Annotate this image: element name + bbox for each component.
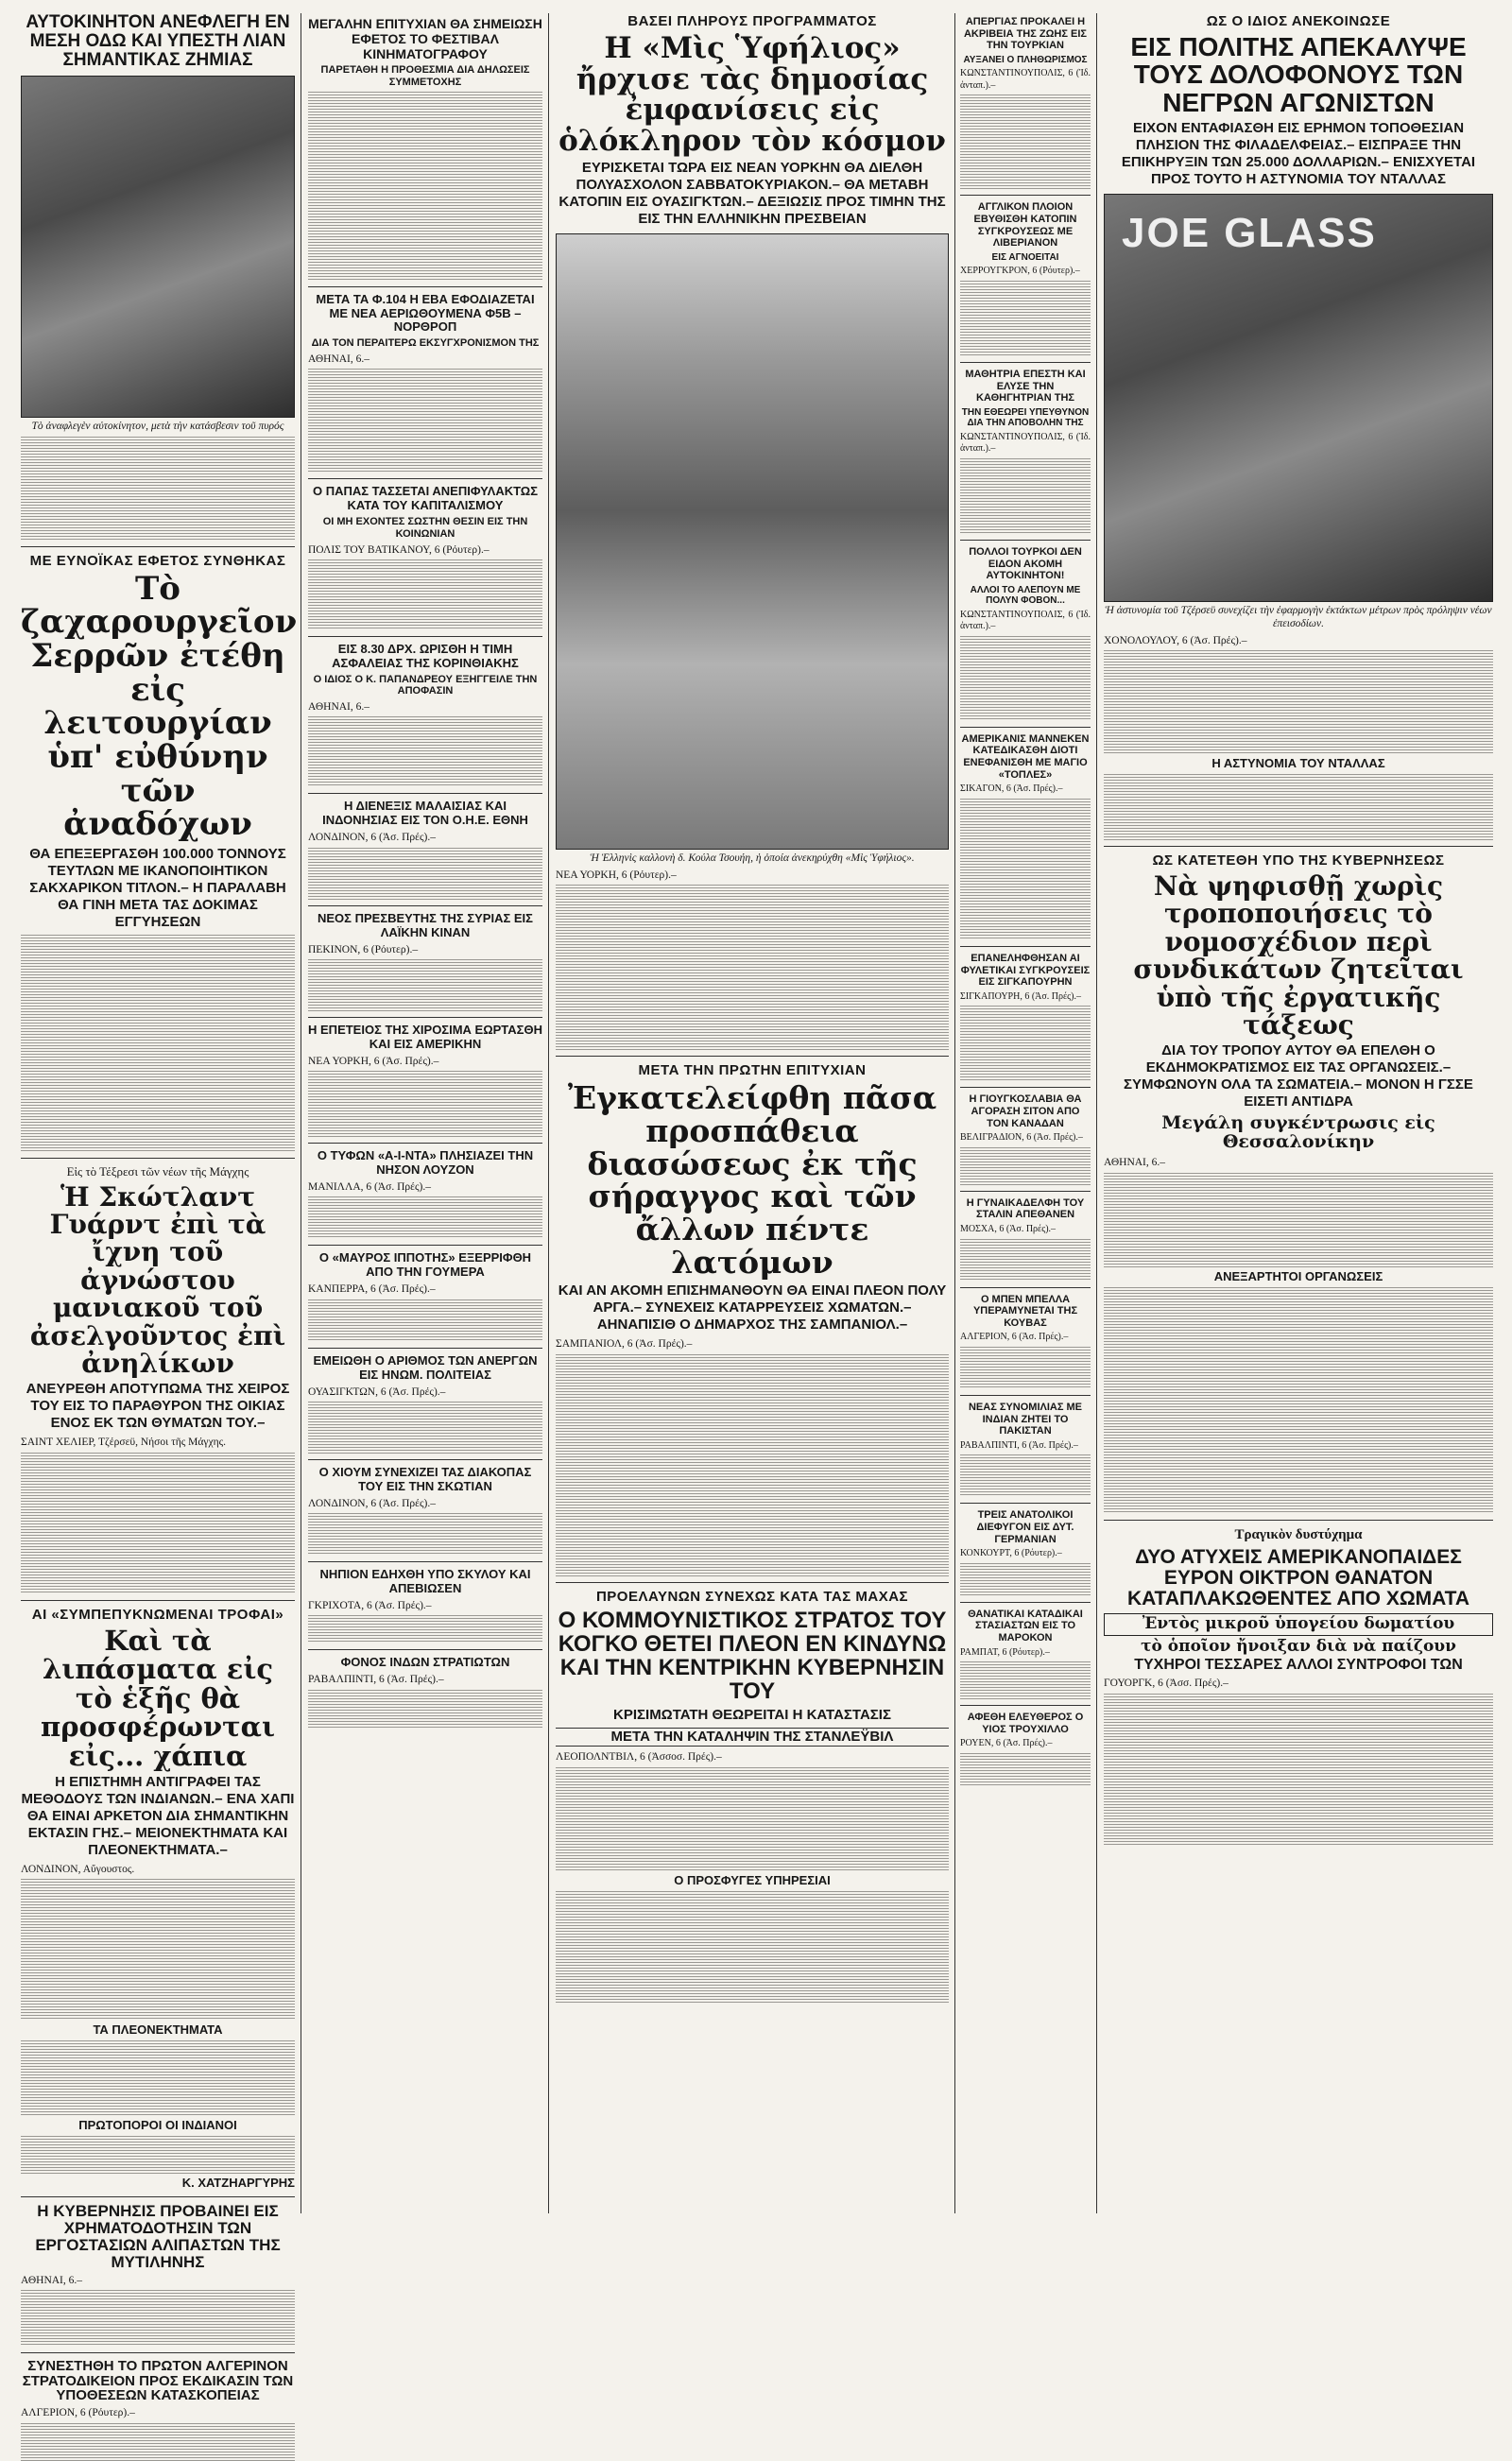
- body-text: [960, 799, 1091, 940]
- rule: [308, 1561, 542, 1562]
- headline: Η ΚΥΒΕΡΝΗΣΙΣ ΠΡΟΒΑΙΝΕΙ ΕΙΣ ΧΡΗΜΑΤΟΔΟΤΗΣΙΝ ΤΩΝ ΕΡΓΟΣΤΑΣΙΩΝ ΑΛΙΠΑΣΤΩΝ ΤΗΣ ΜΥΤΙΛΗΝΗΣ: [35, 2202, 281, 2271]
- kicker: ΩΣ Ο ΙΔΙΟΣ ΑΝΕΚΟΙΝΩΣΕ: [1206, 13, 1391, 29]
- column-4: [960, 13, 1091, 2213]
- rule: [960, 1705, 1091, 1706]
- headline: ΝΕΑΣ ΣΥΝΟΜΙΛΙΑΣ ΜΕ ΙΝΔΙΑΝ ΖΗΤΕΙ ΤΟ ΠΑΚΙΣΤΑΝ: [968, 1401, 1083, 1437]
- rule: [1104, 846, 1493, 847]
- body-text: [21, 1453, 295, 1594]
- body-text: [308, 1071, 542, 1137]
- body-text: [960, 636, 1091, 721]
- column-5: [1104, 13, 1493, 2213]
- dateline: ΒΕΛΙΓΡΑΔΙΟΝ, 6 (Ἀσ. Πρές).–: [960, 1132, 1083, 1144]
- deck: Η ΕΠΙΣΤΗΜΗ ΑΝΤΙΓΡΑΦΕΙ ΤΑΣ ΜΕΘΟΔΟΥΣ ΤΩΝ ΙΝΔΙΑΝΩΝ.– ΕΝΑ ΧΑΠΙ ΘΑ ΕΙΝΑΙ ΑΡΚΕΤΟΝ ΔΙΑ ΣΗΜΑΝΤΙΚΗΝ ΕΚΤΑΣΙΝ ΓΗΣ.– ΜΕΙΟΝΕΚΤΗΜΑΤΑ ΚΑΙ ΠΛΕΟΝΕΚΤΗΜΑΤΑ.–: [21, 1774, 295, 1858]
- body-text: [308, 1690, 542, 1728]
- photo-caption: Ἡ Ἑλληνὶς καλλονὴ δ. Κούλα Τσουήη, ἡ ὁποία ἀνεκηρύχθη «Μὶς Ὑφήλιος».: [590, 852, 915, 865]
- dateline: ΧΕΡΡΟΥΓΚΡΟΝ, 6 (Ρόυτερ).–: [960, 266, 1080, 277]
- column-rule: [1096, 13, 1097, 2213]
- subhead: ΠΡΩΤΟΠΟΡΟΙ ΟΙ ΙΝΔΙΑΝΟΙ: [78, 2118, 237, 2133]
- headline: Η ΕΠΕΤΕΙΟΣ ΤΗΣ ΧΙΡΟΣΙΜΑ ΕΩΡΤΑΣΘΗ ΚΑΙ ΕΙΣ ΑΜΕΡΙΚΗΝ: [308, 1022, 542, 1051]
- body-text: [21, 1879, 295, 2021]
- dateline: ΑΘΗΝΑΙ, 6.–: [1104, 1157, 1166, 1169]
- dateline: ΑΘΗΝΑΙ, 6.–: [308, 353, 370, 366]
- body-text: [21, 2040, 295, 2116]
- rule: [21, 546, 295, 547]
- deck: ΔΙΑ ΤΟΝ ΠΕΡΑΙΤΕΡΩ ΕΚΣΥΓΧΡΟΝΙΣΜΟΝ ΤΗΣ: [311, 337, 540, 350]
- body-text: [308, 1299, 542, 1342]
- dateline: ΚΟΝΚΟΥΡΤ, 6 (Ρόυτερ).–: [960, 1548, 1062, 1559]
- dateline: ΡΟΥΕΝ, 6 (Ἀσ. Πρές).–: [960, 1738, 1053, 1749]
- headline: ΑΜΕΡΙΚΑΝΙΣ ΜΑΝΝΕΚΕΝ ΚΑΤΕΔΙΚΑΣΘΗ ΔΙΟΤΙ ΕΝΕΦΑΝΙΣΘΗ ΜΕ ΜΑΓΙΟ «ΤΟΠΛΕΣ»: [961, 732, 1090, 781]
- subhead: ΤΑ ΠΛΕΟΝΕΚΤΗΜΑΤΑ: [93, 2022, 223, 2038]
- kicker: ΑΙ «ΣΥΜΠΕΠΥΚΝΩΜΕΝΑΙ ΤΡΟΦΑΙ»: [31, 1606, 284, 1623]
- dateline: ΣΑΜΠΑΝΙΟΛ, 6 (Ἀσ. Πρές).–: [556, 1338, 693, 1351]
- body-text: [556, 1767, 949, 1871]
- deck: ΕΥΡΙΣΚΕΤΑΙ ΤΩΡΑ ΕΙΣ ΝΕΑΝ ΥΟΡΚΗΝ ΘΑ ΔΙΕΛΘΗ ΠΟΛΥΑΣΧΟΛΟΝ ΣΑΒΒΑΤΟΚΥΡΙΑΚΟΝ.– ΘΑ ΜΕΤΑΒΗ ΚΑΤΟΠΙΝ ΕΙΣ ΟΥΑΣΙΓΚΤΩΝ.– ΔΕΞΙΩΣΙΣ ΠΡΟΣ ΤΙΜΗΝ ΤΗΣ ΕΙΣ ΤΗΝ ΕΛΛΗΝΙΚΗΝ ΠΡΕΣΒΕΙΑΝ: [558, 160, 946, 228]
- rule: [960, 1191, 1091, 1192]
- rule: [21, 1600, 295, 1601]
- headline: ΕΙΣ ΠΟΛΙΤΗΣ ΑΠΕΚΑΛΥΨΕ ΤΟΥΣ ΔΟΛΟΦΟΝΟΥΣ ΤΩΝ ΝΕΓΡΩΝ ΑΓΩΝΙΣΤΩΝ: [1130, 32, 1467, 117]
- headline: Ο ΚΟΜΜΟΥΝΙΣΤΙΚΟΣ ΣΤΡΑΤΟΣ ΤΟΥ ΚΟΓΚΟ ΘΕΤΕΙ ΠΛΕΟΝ ΕΝ ΚΙΝΔΥΝΩ ΚΑΙ ΤΗΝ ΚΕΝΤΡΙΚΗΝ ΚΥΒΕΡΝΗΣΙΝ ΤΟΥ: [558, 1607, 947, 1705]
- body-text: [308, 559, 542, 630]
- headline: ΕΙΣ 8.30 ΔΡΧ. ΩΡΙΣΘΗ Η ΤΙΜΗ ΑΣΦΑΛΕΙΑΣ ΤΗΣ ΚΟΡΙΝΘΙΑΚΗΣ: [332, 641, 519, 670]
- column-rule: [954, 13, 955, 2213]
- deck: ΠΑΡΕΤΑΘΗ Η ΠΡΟΘΕΣΜΙΑ ΔΙΑ ΔΗΛΩΣΕΙΣ ΣΥΜΜΕΤΟΧΗΣ: [320, 64, 530, 88]
- headline: ΑΥΤΟΚΙΝΗΤΟΝ ΑΝΕΦΛΕΓΗ ΕΝ ΜΕΣΗ ΟΔΩ ΚΑΙ ΥΠΕΣΤΗ ΛΙΑΝ ΣΗΜΑΝΤΙΚΑΣ ΖΗΜΙΑΣ: [26, 12, 290, 70]
- headline: ΕΜΕΙΩΘΗ Ο ΑΡΙΘΜΟΣ ΤΩΝ ΑΝΕΡΓΩΝ ΕΙΣ ΗΝΩΜ. ΠΟΛΙΤΕΙΑΣ: [313, 1352, 538, 1382]
- dateline: ΚΩΝΣΤΑΝΤΙΝΟΥΠΟΛΙΣ, 6 (Ἰδ. ἀνταπ.).–: [960, 609, 1091, 632]
- body-text: [308, 1196, 542, 1239]
- rule: [308, 1245, 542, 1246]
- column-1: [21, 12, 298, 2419]
- body-text: [960, 95, 1091, 189]
- dateline: ΑΘΗΝΑΙ, 6.–: [21, 2274, 83, 2286]
- dateline: ΚΑΝΠΕΡΡΑ, 6 (Ἀσ. Πρές).–: [308, 1283, 436, 1296]
- dateline: ΚΩΝΣΤΑΝΤΙΝΟΥΠΟΛΙΣ, 6 (Ἰδ. ἀνταπ.).–: [960, 68, 1091, 91]
- body-text: [21, 2136, 295, 2174]
- body-text: [960, 1753, 1091, 1786]
- body-text: [308, 1615, 542, 1644]
- dateline: ΛΟΝΔΙΝΟΝ, 6 (Ἀσ. Πρές).–: [308, 832, 436, 844]
- deck: ΤΗΝ ΕΘΕΩΡΕΙ ΥΠΕΥΘΥΝΟΝ ΔΙΑ ΤΗΝ ΑΠΟΒΟΛΗΝ ΤΗΣ: [961, 406, 1090, 429]
- body-text: [960, 281, 1091, 356]
- dateline: ΓΟΥΟΡΓΚ, 6 (Ἀσσ. Πρές).–: [1104, 1678, 1228, 1690]
- miss-universe-photo: [556, 233, 949, 850]
- column-3: [556, 13, 949, 2213]
- deck: ΚΡΙΣΙΜΩΤΑΤΗ ΘΕΩΡΕΙΤΑΙ Η ΚΑΤΑΣΤΑΣΙΣ: [613, 1707, 891, 1724]
- rule: [308, 1017, 542, 1018]
- rule: [960, 362, 1091, 363]
- rule: [960, 1395, 1091, 1396]
- dateline: ΓΚΡΙΧΟΤΑ, 6 (Ἀσ. Πρές).–: [308, 1600, 432, 1612]
- dateline: ΛΟΝΔΙΝΟΝ, 6 (Ἀσ. Πρές).–: [308, 1497, 436, 1509]
- body-text: [308, 1402, 542, 1454]
- kicker: ΜΕΤΑ ΤΗΝ ΠΡΩΤΗΝ ΕΠΙΤΥΧΙΑΝ: [638, 1062, 867, 1079]
- subhead: Μεγάλη συγκέντρωσις εἰς Θεσσαλονίκην: [1161, 1112, 1435, 1153]
- dateline: ΜΟΣΧΑ, 6 (Ἀσ. Πρές).–: [960, 1224, 1057, 1235]
- headline: ΤΡΕΙΣ ΑΝΑΤΟΛΙΚΟΙ ΔΙΕΦΥΓΟΝ ΕΙΣ ΔΥΤ. ΓΕΡΜΑΝΙΑΝ: [976, 1509, 1074, 1545]
- rule: [308, 905, 542, 906]
- body-text: [1104, 1694, 1493, 1845]
- kicker: ΜΕ ΕΥΝΟΪΚΑΣ ΕΦΕΤΟΣ ΣΥΝΘΗΚΑΣ: [29, 552, 286, 569]
- headline: ΝΕΟΣ ΠΡΕΣΒΕΥΤΗΣ ΤΗΣ ΣΥΡΙΑΣ ΕΙΣ ΛΑΪΚΗΝ ΚΙΝΑΝ: [318, 910, 533, 939]
- body-text: [308, 92, 542, 281]
- body-text: [21, 935, 295, 1152]
- deck: ΘΑ ΕΠΕΞΕΡΓΑΣΘΗ 100.000 ΤΟΝΝΟΥΣ ΤΕΥΤΛΩΝ ΜΕ ΙΚΑΝΟΠΟΙΗΤΙΚΟΝ ΣΑΚΧΑΡΙΚΟΝ ΤΙΤΛΟΝ.– Η ΠΑΡΑΛΑΒΗ ΘΑ ΓΙΝΗ ΜΕΤΑ ΤΑΣ ΔΟΚΙΜΑΣ ΕΓΓΥΗΣΕΩΝ: [29, 846, 286, 931]
- deck: ΑΝΕΥΡΕΘΗ ΑΠΟΤΥΠΩΜΑ ΤΗΣ ΧΕΙΡΟΣ ΤΟΥ ΕΙΣ ΤΟ ΠΑΡΑΘΥΡΟΝ ΤΗΣ ΟΙΚΙΑΣ ΕΝΟΣ ΕΚ ΤΩΝ ΘΥΜΑΤΩΝ ΤΟΥ.–: [26, 1381, 290, 1432]
- headline: ΑΓΓΛΙΚΟΝ ΠΛΟΙΟΝ ΕΒΥΘΙΣΘΗ ΚΑΤΟΠΙΝ ΣΥΓΚΡΟΥΣΕΩΣ ΜΕ ΛΙΒΕΡΙΑΝΟΝ: [973, 201, 1077, 250]
- dateline: ΑΛΓΕΡΙΟΝ, 6 (Ρόυτερ).–: [21, 2407, 135, 2419]
- dateline: ΣΙΓΚΑΠΟΥΡΗ, 6 (Ἀσ. Πρές).–: [960, 990, 1081, 1002]
- deck: Ἐντὸς μικροῦ ὑπογείου δωματίου: [1104, 1613, 1493, 1636]
- headline: Ο ΤΥΦΩΝ «Α-Ι-ΝΤΑ» ΠΛΗΣΙΑΖΕΙ ΤΗΝ ΝΗΣΟΝ ΛΟΥΖΟΝ: [317, 1148, 534, 1178]
- headline: ΕΠΑΝΕΛΗΦΘΗΣΑΝ ΑΙ ΦΥΛΕΤΙΚΑΙ ΣΥΓΚΡΟΥΣΕΙΣ ΕΙΣ ΣΙΓΚΑΠΟΥΡΗΝ: [960, 952, 1091, 989]
- body-text: [1104, 1173, 1493, 1267]
- column-2: [308, 13, 542, 2213]
- dateline: ΠΟΛΙΣ ΤΟΥ ΒΑΤΙΚΑΝΟΥ, 6 (Ρόυτερ).–: [308, 543, 490, 556]
- deck: ΟΙ ΜΗ ΕΧΟΝΤΕΣ ΣΩΣΤΗΝ ΘΕΣΙΝ ΕΙΣ ΤΗΝ ΚΟΙΝΩΝΙΑΝ: [322, 516, 528, 540]
- dateline: ΜΑΝΙΛΛΑ, 6 (Ἀσ. Πρές).–: [308, 1181, 431, 1194]
- dateline: ΛΕΟΠΟΛΝΤΒΙΛ, 6 (Ἀσσοσ. Πρές).–: [556, 1751, 722, 1764]
- kicker: ΒΑΣΕΙ ΠΛΗΡΟΥΣ ΠΡΟΓΡΑΜΜΑΤΟΣ: [627, 13, 877, 29]
- rule: [960, 540, 1091, 541]
- rule: [960, 1503, 1091, 1504]
- body-text: [21, 437, 295, 541]
- car-fire-photo: [21, 76, 295, 418]
- body-text: [21, 2290, 295, 2347]
- body-text: [960, 1563, 1091, 1596]
- body-text: [308, 848, 542, 900]
- deck: ΑΥΞΑΝΕΙ Ο ΠΛΗΘΩΡΙΣΜΟΣ: [963, 54, 1088, 65]
- rule: [960, 946, 1091, 947]
- dateline: ΣΑΙΝΤ ΧΕΛΙΕΡ, Τζέρσεϋ, Νήσοι τῆς Μάγχης.: [21, 1437, 227, 1449]
- body-text: [308, 716, 542, 787]
- headline: Η ΓΥΝΑΙΚΑΔΕΛΦΗ ΤΟΥ ΣΤΑΛΙΝ ΑΠΕΘΑΝΕΝ: [966, 1196, 1085, 1221]
- rule: [308, 1348, 542, 1349]
- rule: [308, 793, 542, 794]
- headline: Ο ΧΙΟΥΜ ΣΥΝΕΧΙΖΕΙ ΤΑΣ ΔΙΑΚΟΠΑΣ ΤΟΥ ΕΙΣ ΤΗΝ ΣΚΩΤΙΑΝ: [318, 1464, 532, 1493]
- headline: ΑΦΕΘΗ ΕΛΕΥΘΕΡΟΣ Ο ΥΙΟΣ ΤΡΟΥΧΙΛΛΟ: [967, 1712, 1084, 1735]
- rule: [21, 2352, 295, 2353]
- deck: ΔΙΑ ΤΟΥ ΤΡΟΠΟΥ ΑΥΤΟΥ ΘΑ ΕΠΕΛΘΗ Ο ΕΚΔΗΜΟΚΡΑΤΙΣΜΟΣ ΕΙΣ ΤΑΣ ΟΡΓΑΝΩΣΕΙΣ.– ΣΥΜΦΩΝΟΥΝ ΟΛΑ ΤΑ ΣΩΜΑΤΕΙΑ.– ΜΟΝΟΝ Η ΓΣΣΕ ΕΙΣΕΤΙ ΑΝΤΙΔΡΑ: [1124, 1042, 1473, 1110]
- body-text: [308, 369, 542, 473]
- kicker: ΠΡΟΕΛΑΥΝΩΝ ΣΥΝΕΧΩΣ ΚΑΤΑ ΤΑΣ ΜΑΧΑΣ: [595, 1588, 909, 1605]
- headline: Ἐγκατελείφθη πᾶσα προσπάθεια διασώσεως ἐκ τῆς σήραγγος καὶ τῶν ἄλλων πέντε λατόμων: [567, 1079, 937, 1281]
- body-text: [960, 1454, 1091, 1497]
- body-text: [1104, 1287, 1493, 1514]
- headline: Ο ΠΑΠΑΣ ΤΑΣΣΕΤΑΙ ΑΝΕΠΙΦΥΛΑΚΤΩΣ ΚΑΤΑ ΤΟΥ ΚΑΠΙΤΑΛΙΣΜΟΥ: [312, 484, 539, 513]
- kicker: ΩΣ ΚΑΤΕΤΕΘΗ ΥΠΟ ΤΗΣ ΚΥΒΕΡΝΗΣΕΩΣ: [1152, 852, 1445, 869]
- deck: ΑΛΛΟΙ ΤΟ ΑΛΕΠΟΥΝ ΜΕ ΠΟΛΥΝ ΦΟΒΟΝ...: [970, 584, 1081, 607]
- deck: ΚΑΙ ΑΝ ΑΚΟΜΗ ΕΠΙΣΗΜΑΝΘΟΥΝ ΘΑ ΕΙΝΑΙ ΠΛΕΟΝ ΠΟΛΥ ΑΡΓΑ.– ΣΥΝΕΧΕΙΣ ΚΑΤΑΡΡΕΥΣΕΙΣ ΧΩΜΑΤΩΝ.– ΑΗΝΑΠΙΣΙΘ Ο ΔΗΜΑΡΧΟΣ ΤΗΣ ΣΑΜΠΑΝΙΟΛ.–: [558, 1282, 947, 1334]
- deck: Ο ΙΔΙΟΣ Ο Κ. ΠΑΠΑΝΔΡΕΟΥ ΕΞΗΓΓΕΙΛΕ ΤΗΝ ΑΠΟΦΑΣΙΝ: [313, 673, 538, 697]
- headline: ΘΑΝΑΤΙΚΑΙ ΚΑΤΑΔΙΚΑΙ ΣΤΑΣΙΑΣΤΩΝ ΕΙΣ ΤΟ ΜΑΡΟΚΟΝ: [968, 1608, 1083, 1644]
- rule: [308, 1459, 542, 1460]
- dateline: ΚΩΝΣΤΑΝΤΙΝΟΥΠΟΛΙΣ, 6 (Ἰδ. ἀνταπ.).–: [960, 431, 1091, 455]
- headline: Ο ΜΠΕΝ ΜΠΕΛΛΑ ΥΠΕΡΑΜΥΝΕΤΑΙ ΤΗΣ ΚΟΥΒΑΣ: [972, 1293, 1078, 1329]
- rule: [21, 1158, 295, 1159]
- rule: [960, 727, 1091, 728]
- body-text: [556, 1891, 949, 2005]
- deck: τὸ ὁποῖον ἤνοιξαν διὰ νὰ παίζουν: [1141, 1636, 1456, 1656]
- dateline: ΣΙΚΑΓΟΝ, 6 (Ἀσ. Πρές).–: [960, 783, 1063, 795]
- dateline: ΧΟΝΟΛΟΥΛΟΥ, 6 (Ἀσ. Πρές).–: [1104, 634, 1247, 646]
- dateline: ΝΕΑ ΥΟΡΚΗ, 6 (Ρόυτερ).–: [556, 869, 677, 881]
- body-text: [960, 1347, 1091, 1389]
- headline: Η ΓΙΟΥΓΚΟΣΛΑΒΙΑ ΘΑ ΑΓΟΡΑΣΗ ΣΙΤΟΝ ΑΠΟ ΤΟΝ ΚΑΝΑΔΑΝ: [969, 1093, 1082, 1129]
- headline: Ο «ΜΑΥΡΟΣ ΙΠΠΟΤΗΣ» ΕΞΕΡΡΙΦΘΗ ΑΠΟ ΤΗΝ ΓΟΥΜΕΡΑ: [318, 1250, 532, 1280]
- kicker: Τραγικὸν δυστύχημα: [1234, 1526, 1363, 1542]
- body-text: [308, 1513, 542, 1556]
- body-text: [556, 1354, 949, 1576]
- headline: Τὸ ζαχαρουργεῖον Σερρῶν ἐτέθη εἰς λειτουργίαν ὑπ' εὐθύνην τῶν ἀναδόχων: [21, 569, 298, 844]
- headline: ΑΠΕΡΓΙΑΣ ΠΡΟΚΑΛΕΙ Η ΑΚΡΙΒΕΙΑ ΤΗΣ ΖΩΗΣ ΕΙΣ ΤΗΝ ΤΟΥΡΚΙΑΝ: [963, 16, 1088, 52]
- dateline: ΡΑΒΑΛΠΙΝΤΙ, 6 (Ἀσ. Πρές).–: [308, 1674, 444, 1686]
- headline: ΔΥΟ ΑΤΥΧΕΙΣ ΑΜΕΡΙΚΑΝΟΠΑΙΔΕΣ ΕΥΡΟΝ ΟΙΚΤΡΟΝ ΘΑΝΑΤΟΝ ΚΑΤΑΠΛΑΚΩΘΕΝΤΕΣ ΑΠΟ ΧΩΜΑΤΑ: [1126, 1545, 1470, 1609]
- kicker: Εἰς τὸ Τέξρεσι τῶν νέων τῆς Μάγχης: [66, 1164, 249, 1179]
- headline: Νὰ ψηφισθῇ χωρὶς τροποποιήσεις τὸ νομοσχέδιον περὶ συνδικάτων ζητεῖται ὑπὸ τῆς ἐργατικῆς τάξεως: [1133, 870, 1464, 1041]
- headline: Η ΔΙΕΝΕΞΙΣ ΜΑΛΑΙΣΙΑΣ ΚΑΙ ΙΝΔΟΝΗΣΙΑΣ ΕΙΣ ΤΟΝ Ο.Η.Ε. ΕΘΝΗ: [322, 799, 528, 828]
- subhead: Ο ΠΡΟΣΦΥΓΕΣ ΥΠΗΡΕΣΙΑΙ: [674, 1872, 831, 1887]
- body-text: [21, 2423, 295, 2461]
- body-text: [1104, 774, 1493, 840]
- police-photo: [1104, 194, 1493, 602]
- body-text: [960, 1661, 1091, 1699]
- rule: [556, 1582, 949, 1583]
- headline: ΣΥΝΕΣΤΗΘΗ ΤΟ ΠΡΩΤΟΝ ΑΛΓΕΡΙΝΟΝ ΣΤΡΑΤΟΔΙΚΕΙΟΝ ΠΡΟΣ ΕΚΔΙΚΑΣΙΝ ΤΩΝ ΥΠΟΘΕΣΕΩΝ ΚΑΤΑΣΚΟΠΕΙΑΣ: [22, 2357, 294, 2404]
- rule: [308, 636, 542, 637]
- dateline: ΟΥΑΣΙΓΚΤΩΝ, 6 (Ἀσ. Πρές).–: [308, 1385, 446, 1398]
- dateline: ΑΛΓΕΡΙΟΝ, 6 (Ἀσ. Πρές).–: [960, 1332, 1069, 1343]
- body-text: [960, 1239, 1091, 1282]
- body-text: [1104, 650, 1493, 754]
- rule: [960, 1287, 1091, 1288]
- dateline: ΝΕΑ ΥΟΡΚΗ, 6 (Ἀσ. Πρές).–: [308, 1055, 439, 1067]
- body-text: [556, 885, 949, 1050]
- deck: ΕΙΧΟΝ ΕΝΤΑΦΙΑΣΘΗ ΕΙΣ ΕΡΗΜΟΝ ΤΟΠΟΘΕΣΙΑΝ ΠΛΗΣΙΟΝ ΤΗΣ ΦΙΛΑΔΕΛΦΕΙΑΣ.– ΕΙΣΠΡΑΞΕ ΤΗΝ ΕΠΙΚΗΡΥΞΙΝ ΤΩΝ 25.000 ΔΟΛΛΑΡΙΩΝ.– ΕΝΙΣΧΥΕΤΑΙ ΠΡΟΣ ΤΟΥΤΟ Η ΑΣΤΥΝΟΜΙΑ ΤΟΥ ΝΤΑΛΛΑΣ: [1121, 120, 1476, 188]
- column-rule: [548, 13, 549, 2213]
- headline: ΠΟΛΛΟΙ ΤΟΥΡΚΟΙ ΔΕΝ ΕΙΔΟΝ ΑΚΟΜΗ ΑΥΤΟΚΙΝΗΤΟΝ!: [969, 545, 1082, 582]
- dateline: ΡΑΜΠΑΤ, 6 (Ρόυτερ).–: [960, 1646, 1050, 1658]
- body-text: [960, 1147, 1091, 1185]
- dateline: ΠΕΚΙΝΟΝ, 6 (Ρόυτερ).–: [308, 943, 419, 955]
- dateline: ΑΘΗΝΑΙ, 6.–: [308, 701, 370, 714]
- headline: ΜΕΓΑΛΗΝ ΕΠΙΤΥΧΙΑΝ ΘΑ ΣΗΜΕΙΩΣΗ ΕΦΕΤΟΣ ΤΟ ΦΕΣΤΙΒΑΛ ΚΙΝΗΜΑΤΟΓΡΑΦΟΥ: [308, 16, 542, 62]
- rule: [556, 1056, 949, 1057]
- body-text: [960, 458, 1091, 534]
- headline: ΦΟΝΟΣ ΙΝΔΩΝ ΣΤΡΑΤΙΩΤΩΝ: [340, 1655, 510, 1670]
- rule: [308, 1649, 542, 1650]
- rule: [308, 286, 542, 287]
- byline: Κ. ΧΑΤΖΗΑΡΓΥΡΗΣ: [181, 2176, 295, 2191]
- rule: [21, 2196, 295, 2197]
- body-text: [960, 1006, 1091, 1081]
- rule: [960, 195, 1091, 196]
- headline: ΜΑΘΗΤΡΙΑ ΕΠΕΣΤΗ ΚΑΙ ΕΛΥΣΕ ΤΗΝ ΚΑΘΗΓΗΤΡΙΑΝ ΤΗΣ: [965, 368, 1086, 404]
- rule: [308, 1143, 542, 1144]
- rule: [960, 1602, 1091, 1603]
- headline: ΝΗΠΙΟΝ ΕΔΗΧΘΗ ΥΠΟ ΣΚΥΛΟΥ ΚΑΙ ΑΠΕΒΙΩΣΕΝ: [319, 1567, 531, 1596]
- deck: ΕΙΣ ΑΓΝΟΕΙΤΑΙ: [991, 251, 1059, 263]
- deck: ΜΕΤΑ ΤΗΝ ΚΑΤΑΛΗΨΙΝ ΤΗΣ ΣΤΑΝΛΕΫΒΙΛ: [556, 1728, 949, 1747]
- rule: [1104, 1520, 1493, 1521]
- deck: ΤΥΧΗΡΟΙ ΤΕΣΣΑΡΕΣ ΑΛΛΟΙ ΣΥΝΤΡΟΦΟΙ ΤΩΝ: [1134, 1657, 1463, 1674]
- photo-caption: Τὸ ἀναφλεγὲν αὐτοκίνητον, μετὰ τὴν κατάσβεσιν τοῦ πυρός: [31, 420, 284, 432]
- body-text: [308, 959, 542, 1011]
- subhead: ΑΝΕΞΑΡΤΗΤΟΙ ΟΡΓΑΝΩΣΕΙΣ: [1213, 1268, 1383, 1283]
- rule: [960, 1087, 1091, 1088]
- headline: ΜΕΤΑ ΤΑ Φ.104 Η ΕΒΑ ΕΦΟΔΙΑΖΕΤΑΙ ΜΕ ΝΕΑ ΑΕΡΙΩΘΟΥΜΕΝΑ Φ5Β – ΝΟΡΘΡΟΠ: [316, 291, 535, 335]
- dateline: ΡΑΒΑΛΠΙΝΤΙ, 6 (Ἀσ. Πρές).–: [960, 1439, 1078, 1451]
- store-sign: JOE GLASS: [1122, 210, 1377, 257]
- headline: Καὶ τὰ λιπάσματα εἰς τὸ ἑξῆς θὰ προσφέρωνται εἰς... χάπια: [41, 1624, 275, 1772]
- dateline: ΛΟΝΔΙΝΟΝ, Αὔγουστος.: [21, 1864, 135, 1875]
- headline: Η «Μὶς Ὑφήλιος» ἤρχισε τὰς δημοσίας ἐμφανίσεις εἰς ὁλόκληρον τὸν κόσμον: [558, 31, 946, 158]
- rule: [308, 478, 542, 479]
- headline: Ἡ Σκώτλαντ Γυάρντ ἐπὶ τὰ ἴχνη τοῦ ἀγνώστου μανιακοῦ τοῦ ἀσελγοῦντος ἐπὶ ἀνηλίκων: [29, 1180, 286, 1380]
- photo-caption: Ἡ ἀστυνομία τοῦ Τζέρσεϋ συνεχίζει τὴν ἐφαρμογὴν ἐκτάκτων μέτρων πρὸς πρόληψιν νέων ἐπεισοδίων.: [1105, 605, 1492, 629]
- subhead: Η ΑΣΤΥΝΟΜΙΑ ΤΟΥ ΝΤΑΛΛΑΣ: [1211, 756, 1385, 771]
